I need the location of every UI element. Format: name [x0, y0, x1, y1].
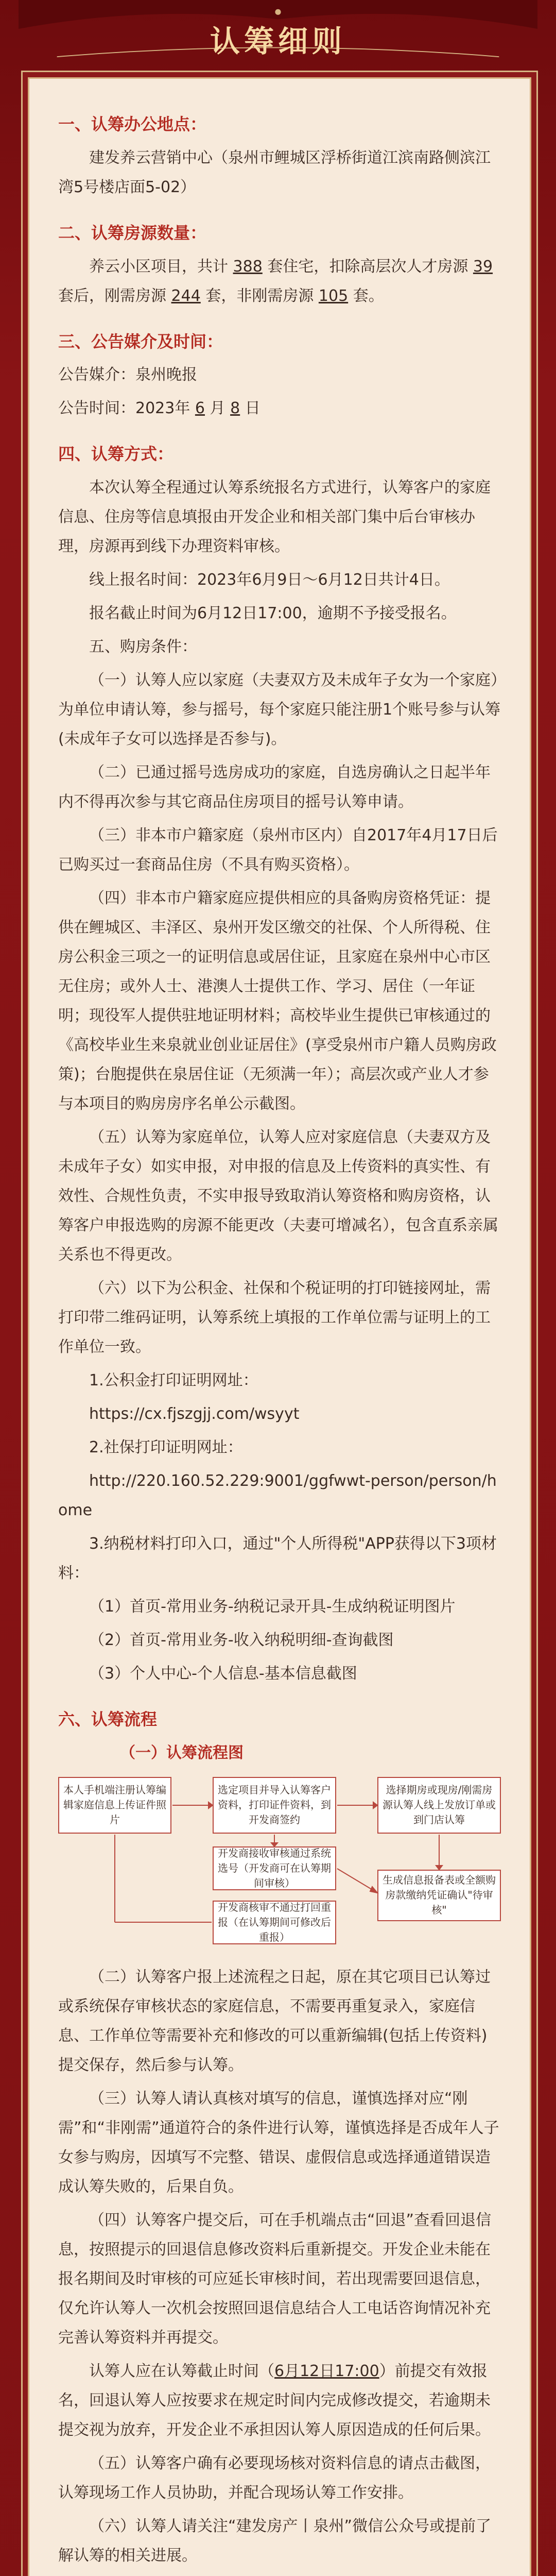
- section-office-title: 一、认筹办公地点：: [58, 114, 207, 134]
- link3-label: 3.纳税材料打印入口，通过"个人所得税"APP获得以下3项材料：: [58, 1535, 497, 1583]
- quantity-text-b: 套住宅，扣除高层次人才房源: [267, 257, 468, 276]
- section-notice-title: 三、公告媒介及时间：: [58, 331, 223, 351]
- quantity-text-c: 套后，刚需房源: [58, 286, 166, 305]
- section-quantity-text: [58, 252, 501, 311]
- flow-box-choose-house: 选择期房或现房/刚需房源认筹人线上发放订单或到门店认筹: [377, 1777, 501, 1834]
- tax-step-1: （1）首页-常用业务-纳税记录开具-生成纳税证明图片: [89, 1598, 456, 1616]
- flow-text-6: （六）认筹人请关注“建发房产丨泉州”微信公众号或提前了解认筹的相关进展。: [58, 2517, 492, 2565]
- quantity-non-rigid: 105: [318, 286, 349, 305]
- condition-4: （四）非本市户籍家庭应提供相应的具备购房资格凭证：提供在鲤城区、丰泽区、泉州开发区缴交的社保、个人所得税、住房公积金三项之一的证明信息或居住证，且家庭在泉州中心市区无住房；或外人士、港澳人士提供工作、学习、居住（一年证明；现役军人提供驻地证明材料；高校毕业生提供已审核通过的《高校毕业生来泉就业创业证居住》(享受泉州市户籍人员购房政策)；台胞提供在泉居住证（无须满一年）；高层次或产业人才参与本项目的购房房序名单公示截图。: [58, 889, 497, 1113]
- conditions-title: 五、购房条件：: [89, 638, 197, 656]
- section-method-title: 四、认筹方式：: [58, 444, 174, 464]
- condition-2: （二）已通过摇号选房成功的家庭，自选房确认之日起半年内不得再次参与其它商品住房项目的摇号认筹申请。: [58, 764, 491, 811]
- deadline-value: 6月12日17:00: [274, 2362, 379, 2380]
- title-wrap: [0, 0, 556, 77]
- quantity-text-e: 套。: [353, 286, 384, 305]
- condition-1: （一）认筹人应以家庭（夫妻双方及未成年子女为一个家庭）为单位申请认筹，参与摇号，每个家庭只能注册1个账号参与认筹(未成年子女可以选择是否参与)。: [58, 671, 501, 749]
- notice-time-b: 月: [210, 399, 225, 418]
- notice-month: 6: [195, 399, 205, 418]
- flowchart: [58, 1777, 501, 1947]
- section-quantity-title: 二、认筹房源数量：: [58, 223, 207, 243]
- flow-box-register: 本人手机端注册认筹编辑家庭信息上传证件照片: [58, 1777, 171, 1834]
- flowchart-arrows: [58, 1777, 501, 1947]
- deadline-text-b: ）前提交有效报名，回退认筹人应按要求在规定时间内完成修改提交，若逾期未提交视为放弃，开发企业不承担因认筹人原因造成的任何后果。: [58, 2362, 491, 2439]
- document-content: [29, 79, 530, 2576]
- condition-6: （六）以下为公积金、社保和个税证明的打印链接网址，需打印带二维码证明，认筹系统上填报的工作单位需与证明上的工作单位一致。: [58, 1279, 491, 1357]
- tax-step-3: （3）个人中心-个人信息-基本信息截图: [89, 1665, 357, 1683]
- condition-3: （三）非本市户籍家庭（泉州市区内）自2017年4月17日后已购买过一套商品住房（不具有购买资格）。: [58, 826, 498, 874]
- quantity-text-a: 养云小区项目，共计: [89, 257, 228, 276]
- link-social-security[interactable]: http://220.160.52.229:9001/ggfwwt-person/person/home: [58, 1472, 497, 1520]
- quantity-total: 388: [233, 257, 263, 276]
- flow-text-3: （三）认筹人请认真核对填写的信息，谨慎选择对应“刚需”和“非刚需”通道符合的条件进行认筹，谨慎选择是否成年人子女参与购房，因填写不完整、错误、虚假信息或选择通道错误造成认筹失败的，后果自负。: [58, 2089, 499, 2196]
- method-online-b: 报名截止时间为6月12日17:00，逾期不予接受报名。: [89, 604, 457, 623]
- link2-label: 2.社保打印证明网址：: [89, 1438, 243, 1457]
- quantity-text-d: 套，非刚需房源: [205, 286, 314, 305]
- condition-5: （五）认筹为家庭单位，认筹人应对家庭信息（夫妻双方及未成年子女）如实申报，对申报的信息及上传资料的真实性、有效性、合规性负责，不实申报导致取消认筹资格和购房资格，认筹客户申报选购的房源不能更改（夫妻可增减名），包含直系亲属关系也不得更改。: [58, 1128, 498, 1264]
- notice-time-c: 日: [245, 399, 260, 418]
- notice-time: [58, 394, 501, 423]
- section-office-text: 建发养云营销中心（泉州市鲤城区浮桥街道江滨南路侧滨江湾5号楼店面5-02）: [58, 148, 491, 196]
- link-housing-fund[interactable]: https://cx.fjszgjj.com/wsyyt: [89, 1405, 300, 1423]
- link1-label: 1.公积金打印证明网址：: [89, 1371, 258, 1390]
- notice-day: 8: [230, 399, 240, 418]
- flow-box-select-project: 选定项目并导入认筹客户资料，打印证件资料，到开发商签约: [213, 1777, 336, 1834]
- tax-step-2: （2）首页-常用业务-收入纳税明细-查询截图: [89, 1631, 394, 1650]
- notice-media: 公告媒介：泉州晚报: [58, 366, 197, 384]
- flow-subtitle-text: （一）认筹流程图: [120, 1743, 244, 1762]
- method-intro: 本次认筹全程通过认筹系统报名方式进行，认筹客户的家庭信息、住房等信息填报由开发企业和相关部门集中后台审核办理，房源再到线下办理资料审核。: [58, 479, 491, 556]
- deadline-text-a: 认筹人应在认筹截止时间（: [89, 2362, 274, 2380]
- flow-text-4: （四）认筹客户提交后，可在手机端点击“回退”查看回退信息，按照提示的回退信息修改资料后重新提交。开发企业未能在报名期间及时审核的可应延长审核时间，若出现需要回退信息，仅允许认筹人一次机会按照回退信息结合人工电话咨询情况补充完善认筹资料并再提交。: [58, 2211, 492, 2347]
- quantity-talent: 39: [473, 257, 493, 276]
- method-online-a: 线上报名时间：2023年6月9日～6月12日共计4日。: [89, 571, 450, 589]
- page-title: 认筹细则: [210, 24, 346, 59]
- flow-text-5: （五）认筹客户确有必要现场核对资料信息的请点击截图，认筹现场工作人员协助，并配合现场认筹工作安排。: [58, 2454, 491, 2502]
- notice-time-a: 公告时间：2023年: [58, 399, 190, 418]
- flow-text-2: （二）认筹客户报上述流程之日起，原在其它项目已认筹过或系统保存审核状态的家庭信息，不需要再重复录入，家庭信息、工作单位等需要补充和修改的可以重新编辑(包括上传资料)提交保存，然后参与认筹。: [58, 1968, 491, 2074]
- flow-subtitle: [58, 1738, 501, 1768]
- section-flow-title: 六、认筹流程: [58, 1709, 158, 1730]
- flow-text-deadline: [58, 2357, 501, 2445]
- quantity-rigid: 244: [171, 286, 201, 305]
- flow-box-approved: 开发商接收审核通过系统选号（开发商可在认筹期间审核）: [213, 1846, 336, 1890]
- flow-box-confirm: 生成信息报备表或全额购房款缴纳凭证确认"待审核": [377, 1870, 501, 1921]
- flow-box-rejected: 开发商核审不通过打回重报（在认筹期间可修改后重报）: [213, 1901, 336, 1944]
- document-paper: [28, 77, 531, 2576]
